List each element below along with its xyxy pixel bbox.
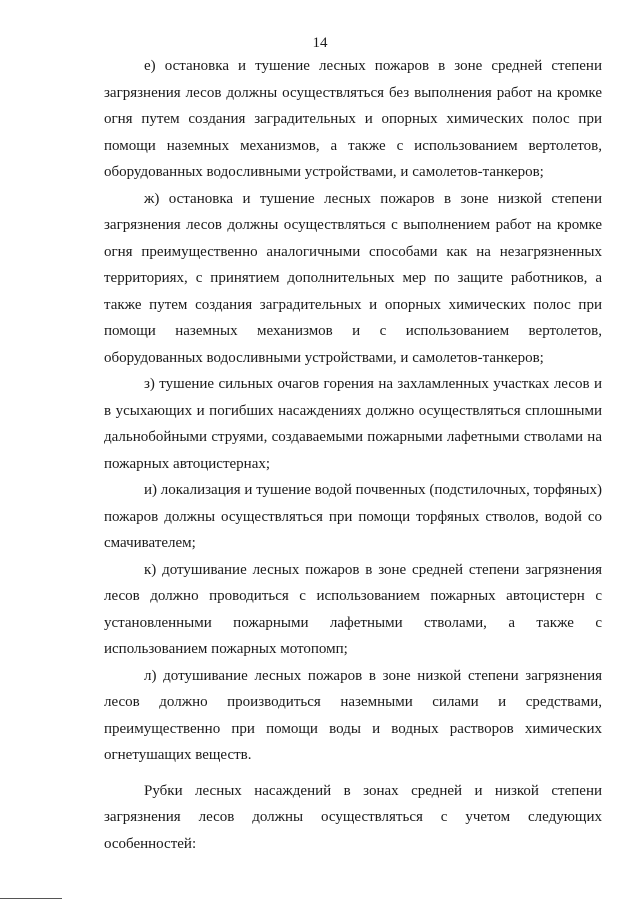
paragraph-item-e: е) остановка и тушение лесных пожаров в зоне средней степени загрязнения лесов должны осуществляться без выполнения работ на кромке огня путем создания заградительных и опорных химических полос при помощи наземных механизмов, а также с использованием вертолетов, оборудованных водосливными устройствами, и самолетов-танкеров; <box>104 58 602 180</box>
footnote-divider <box>0 898 62 899</box>
paragraph-item-l: л) дотушивание лесных пожаров в зоне низкой степени загрязнения лесов должно производиться наземными силами и средствами, преимущественно при помощи воды и водных растворов химических огнетушащих веществ. <box>104 667 602 763</box>
document-body <box>104 53 602 857</box>
paragraph-item-i: и) локализация и тушение водой почвенных (подстилочных, торфяных) пожаров должны осуществляться при помощи торфяных стволов, водой со смачивателем; <box>104 482 602 551</box>
page-number: 14 <box>312 35 328 51</box>
paragraph-item-zh: ж) остановка и тушение лесных пожаров в зоне низкой степени загрязнения лесов должны осуществляться с выполнением работ на кромке огня преимущественно аналогичными способами как на незагрязненных территориях, с принятием дополнительных мер по защите работников, а также путем создания заградительных и опорных химических полос при помощи наземных механизмов и с использованием вертолетов, оборудованных водосливными устройствами, и самолетов-танкеров; <box>104 190 602 366</box>
paragraph-logging-rules: Рубки лесных насаждений в зонах средней и низкой степени загрязнения лесов должны осуществляться с учетом следующих особенностей: <box>104 782 602 852</box>
paragraph-item-k: к) дотушивание лесных пожаров в зоне средней степени загрязнения лесов должно проводиться с использованием пожарных автоцистерн с установленными пожарными лафетными стволами, а также с использованием пожарных мотопомп; <box>104 561 602 657</box>
paragraph-item-z: з) тушение сильных очагов горения на захламленных участках лесов и в усыхающих и погибших насаждениях должно осуществляться сплошными дальнобойными струями, создаваемыми пожарными лафетными стволами на пожарных автоцистернах; <box>104 376 602 472</box>
